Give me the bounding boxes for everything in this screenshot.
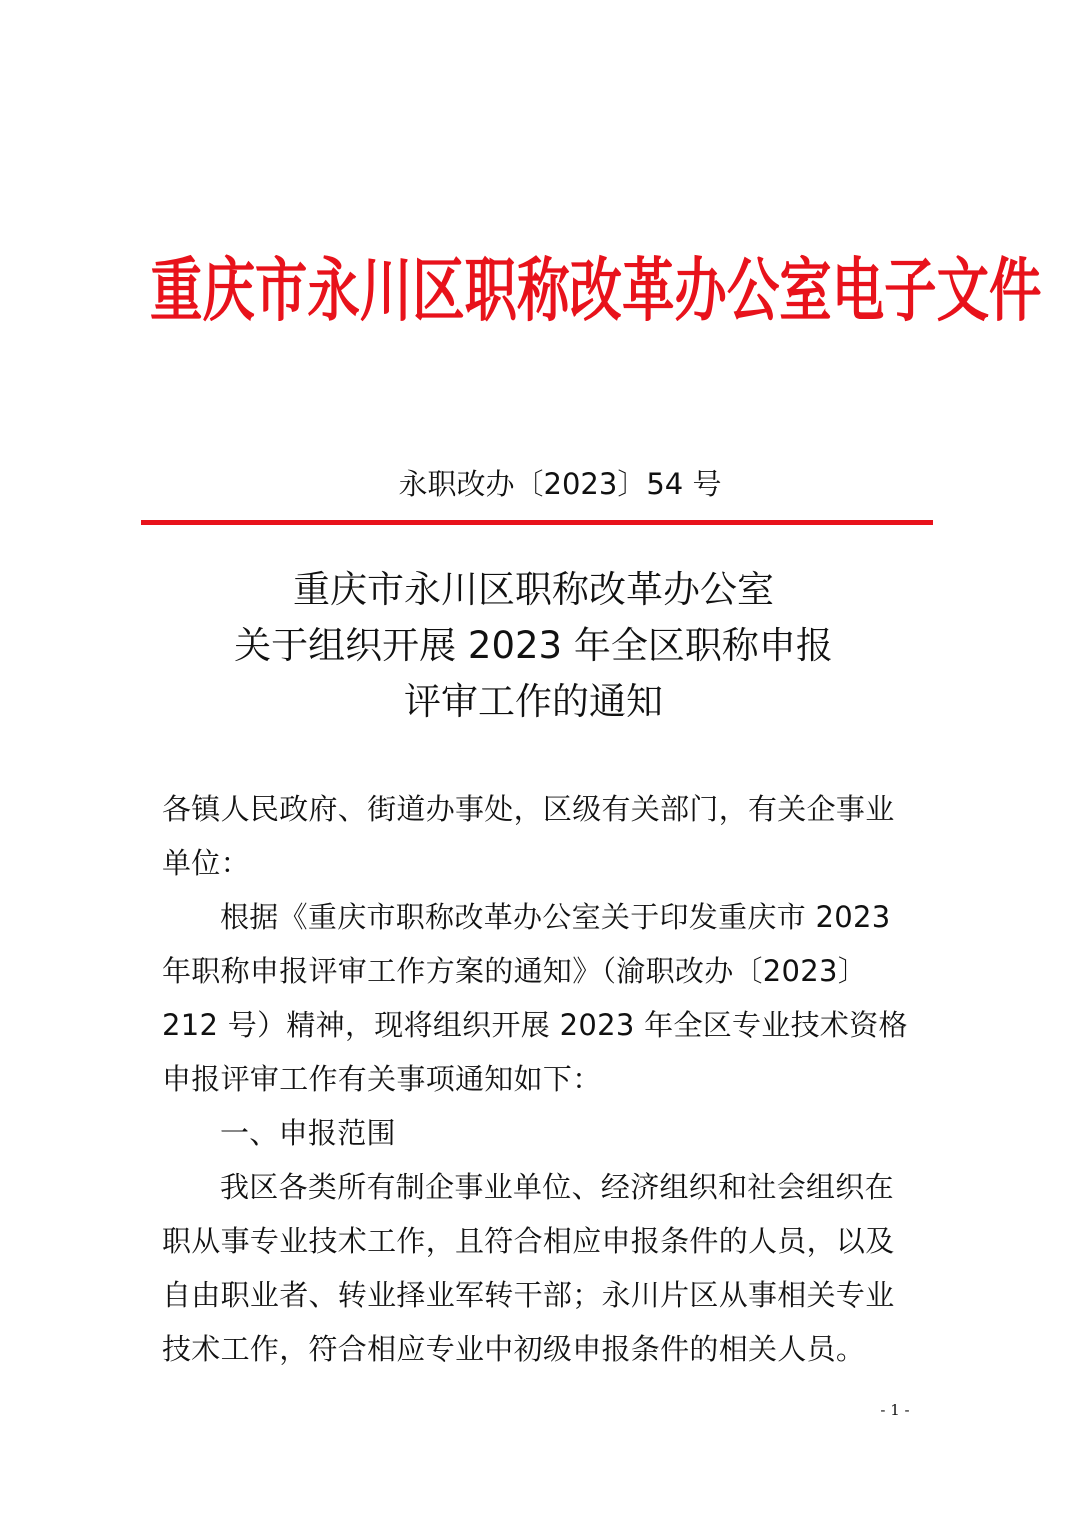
- section-heading-scope: 一、申报范围: [220, 1116, 396, 1150]
- document-masthead: 重庆市永川区职称改革办公室电子文件: [150, 251, 1042, 331]
- title-line-3: 评审工作的通知: [404, 680, 663, 723]
- salutation: 各镇人民政府、街道办事处，区级有关部门，有关企事业单位：: [162, 792, 895, 880]
- notice-title: [0, 562, 1067, 730]
- page-number: - 1 -: [880, 1401, 910, 1419]
- intro-paragraph: 根据《重庆市职称改革办公室关于印发重庆市 2023 年职称申报评审工作方案的通知》（渝职改办〔2023〕212 号）精神，现将组织开展 2023 年全区专业技术资格申报评审工作有关事项通知如下：: [162, 900, 908, 1096]
- title-line-1: 重庆市永川区职称改革办公室: [293, 568, 774, 611]
- document-number: 永职改办〔2023〕54 号: [398, 467, 722, 501]
- red-separator-line: [141, 520, 933, 525]
- title-line-2: 关于组织开展 2023 年全区职称申报: [234, 624, 833, 667]
- notice-body: [162, 782, 922, 1376]
- section-text-scope: 我区各类所有制企事业单位、经济组织和社会组织在职从事专业技术工作，且符合相应申报条件的人员，以及自由职业者、转业择业军转干部；永川片区从事相关专业技术工作，符合相应专业中初级申报条件的相关人员。: [162, 1170, 895, 1366]
